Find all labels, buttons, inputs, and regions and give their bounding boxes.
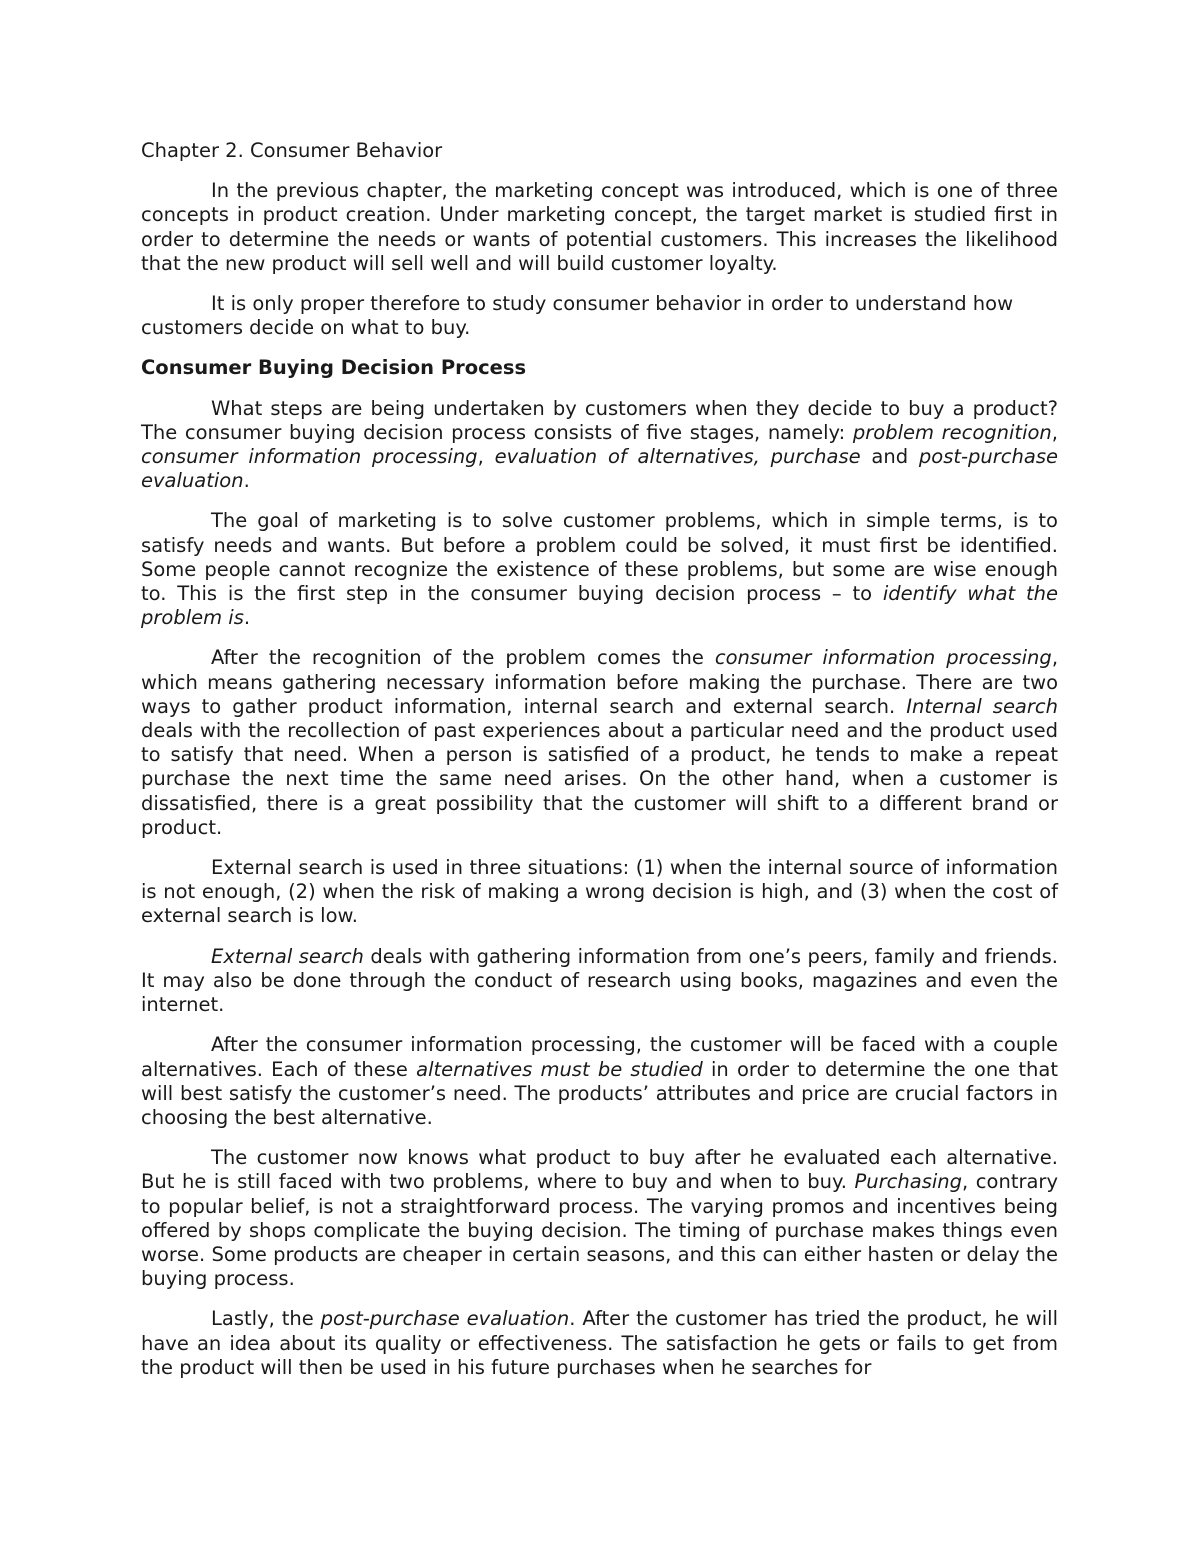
emphasis-identify-problem: identify what the problem is [141, 582, 1059, 630]
paragraph-external-search [141, 945, 1058, 1018]
section-heading: Consumer Buying Decision Process [141, 356, 527, 380]
emphasis-internal-search: Internal search [906, 694, 1058, 718]
emphasis-consumer-information-processing: consumer information processing [141, 445, 478, 469]
paragraph-consumer-behavior: It is only proper therefore to study consumer behavior in order to understand how customers decide on what to buy. [141, 292, 1014, 340]
text-run: After the recognition of the problem comes the [211, 646, 715, 670]
emphasis-alternatives-studied: alternatives must be studied [416, 1057, 703, 1081]
paragraph-post-purchase [141, 1307, 1058, 1380]
text-run: . After the customer has tried the product, he will have an idea about its quality or effectiveness. The satisfaction he gets or fails to get from the product will then be used in his future purchases when he searches for [141, 1307, 1058, 1379]
text-run: The goal of marketing is to solve customer problems, which in simple terms, is to satisfy needs and wants. But before a problem could be solved, it must first be identified. Some people cannot recognize the existence of these problems, but some are wise enough to. This is the first step in the consumer buying decision process – to [141, 509, 1058, 606]
emphasis-post-purchase-evaluation: post-purchase evaluation [141, 445, 1058, 493]
document-body [141, 139, 1058, 1396]
text-run: . [243, 606, 251, 630]
paragraph-information-processing [141, 646, 1058, 840]
paragraph-five-stages [141, 397, 1058, 494]
emphasis-post-purchase-evaluation: post-purchase evaluation [320, 1307, 570, 1331]
text-run: , contrary to popular belief, is not a straightforward process. The varying promos and incentives being offered by shops complicate the buying decision. The timing of purchase makes things even worse. Some products are cheaper in certain seasons, and this can either hasten or delay the buying process. [141, 1170, 1058, 1291]
emphasis-purchasing: Purchasing [854, 1170, 963, 1194]
text-run [760, 445, 771, 468]
emphasis-purchase: purchase [770, 445, 861, 469]
emphasis-evaluation-of-alternatives: evaluation of alternatives, [494, 445, 760, 469]
paragraph-alternatives [141, 1033, 1058, 1130]
emphasis-problem-recognition: problem recognition [852, 420, 1052, 444]
paragraph-purchasing [141, 1146, 1058, 1291]
chapter-title: Chapter 2. Consumer Behavior [141, 139, 443, 162]
paragraph-intro: In the previous chapter, the marketing concept was introduced, which is one of three concepts in product creation. Under marketing concept, the target market is studied first in order to determine the needs or wants of potential customers. This increases the likelihood that the new product will sell well and will build customer loyalty. [141, 179, 1058, 275]
text-run: , [477, 445, 495, 469]
text-run: What steps are being undertaken by customers when they decide to buy a product? The consumer buying decision process consists of five stages, namely: [141, 396, 1058, 444]
text-run: Lastly, the [211, 1307, 321, 1331]
emphasis-consumer-information-processing: consumer information processing [714, 646, 1052, 670]
paragraph-external-search-situations: External search is used in three situations: (1) when the internal source of information is not enough, (2) when the risk of making a wrong decision is high, and (3) when the cost of external search is low. [141, 856, 1058, 928]
emphasis-external-search: External search [211, 944, 364, 968]
text-run: , [1051, 420, 1058, 444]
text-run: After the consumer information processing, the customer will be faced with a couple alternatives. Each of these [141, 1033, 1058, 1081]
text-run: deals with gathering information from one’s peers, family and friends. It may also be done through the conduct of research using books, magazines and even the internet. [141, 944, 1058, 1017]
text-run: and [860, 445, 919, 469]
paragraph-problem-recognition [141, 509, 1058, 630]
text-run: in order to determine the one that will best satisfy the customer’s need. The products’ attributes and price are crucial factors in choosing the best alternative. [141, 1057, 1058, 1129]
text-run: deals with the recollection of past experiences about a particular need and the product used to satisfy that need. When a person is satisfied of a product, he tends to make a repeat purchase the next time the same need arises. On the other hand, when a customer is dissatisfied, there is a great possibility that the customer will shift to a different brand or product. [141, 719, 1058, 839]
text-run: . [243, 469, 250, 493]
text-run: The customer now knows what product to buy after he evaluated each alternative. But he is still faced with two problems, where to buy and when to buy. [141, 1146, 1058, 1194]
text-run: , which means gathering necessary information before making the purchase. There are two ways to gather product information, internal search and external search. [141, 646, 1059, 718]
